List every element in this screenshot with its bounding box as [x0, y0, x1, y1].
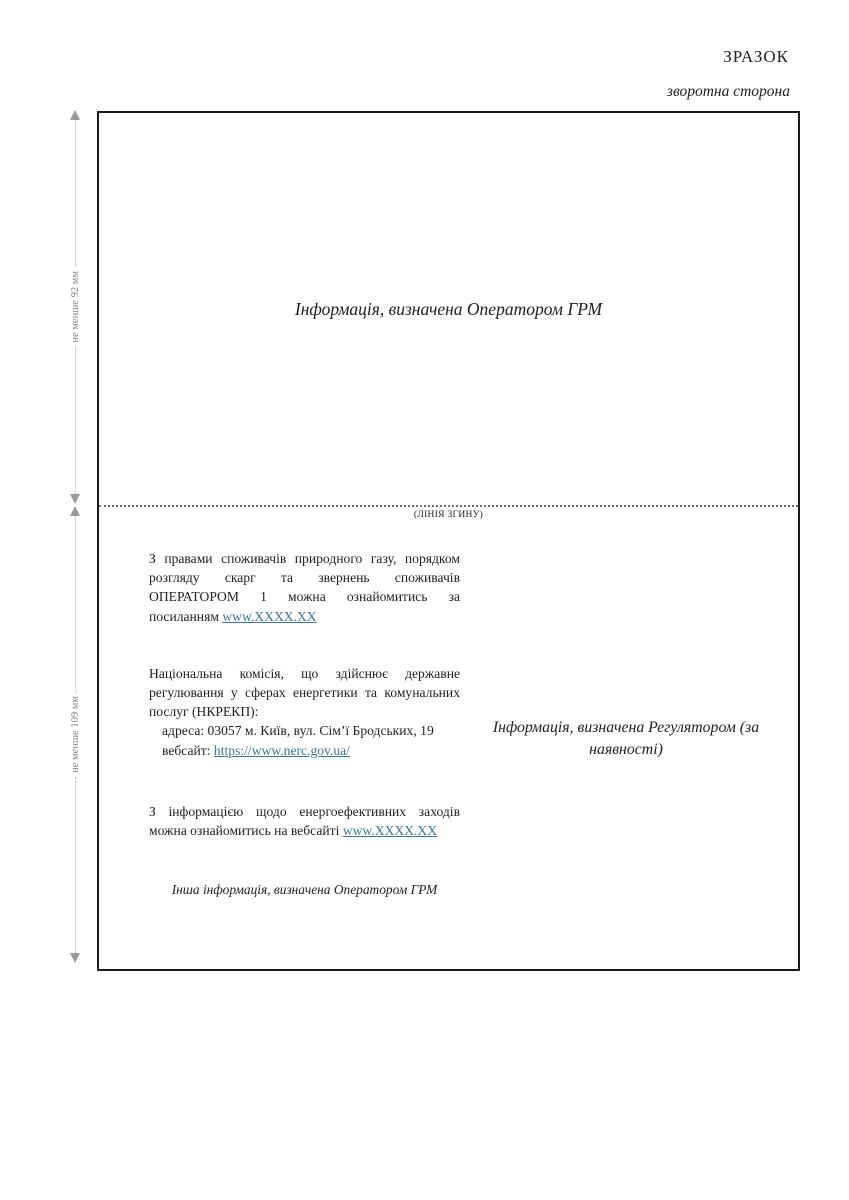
dimension-arrow-bottom — [67, 506, 83, 963]
bottom-section — [99, 507, 798, 969]
regulator-info-title: Інформація, визначена Регулятором (за наявності) — [492, 719, 760, 758]
website-label: вебсайт: — [162, 742, 214, 758]
consumer-rights-text: З правами споживачів природного газу, порядком розгляду скарг та звернень споживачів ОПЕРАТОРОМ 1 можна ознайомитись за посиланням — [149, 551, 460, 624]
operator-website-link[interactable]: www.XXXX.XX — [222, 608, 317, 624]
operator-info-section — [99, 113, 798, 505]
dimension-line — [75, 777, 76, 953]
arrow-down-icon — [70, 494, 80, 504]
regulator-text: Національна комісія, що здійснює державне регулювання у сферах енергетики та комунальних послуг (НКРЕКП): — [149, 665, 460, 720]
dimension-line — [75, 347, 76, 494]
fold-line-label: (ЛІНІЯ ЗГИНУ) — [413, 510, 484, 520]
sample-label: ЗРАЗОК — [723, 47, 789, 66]
dimension-line — [75, 516, 76, 692]
arrow-up-icon — [70, 110, 80, 120]
energy-efficiency-text: З інформацією щодо енергоефективних заходів можна ознайомитись на вебсайті — [149, 803, 460, 839]
dimension-label-top: не менше 92 мм — [69, 271, 81, 343]
operator-info-title: Інформація, визначена Оператором ГРМ — [294, 298, 603, 319]
regulator-website-line — [149, 741, 460, 760]
arrow-down-icon — [70, 953, 80, 963]
reverse-side-label: зворотна сторона — [666, 83, 790, 100]
energy-website-link[interactable]: www.XXXX.XX — [342, 823, 438, 839]
regulator-paragraph — [149, 664, 460, 722]
right-column — [483, 717, 769, 761]
left-column — [149, 549, 460, 899]
arrow-up-icon — [70, 506, 80, 516]
energy-efficiency-paragraph — [149, 802, 460, 840]
consumer-rights-paragraph — [149, 549, 460, 626]
other-info-note: Інша інформація, визначена Оператором ГРМ — [171, 882, 438, 898]
dimension-label-bottom: не менше 109 мм — [69, 696, 81, 773]
dimension-arrow-top — [67, 110, 83, 504]
nerc-website-link[interactable]: https://www.nerc.gov.ua/ — [213, 742, 350, 758]
regulator-address-line: адреса: 03057 м. Київ, вул. Сім’ї Бродських, 19 — [162, 723, 434, 739]
dimension-line — [75, 120, 76, 267]
leaflet-sheet — [97, 111, 800, 971]
